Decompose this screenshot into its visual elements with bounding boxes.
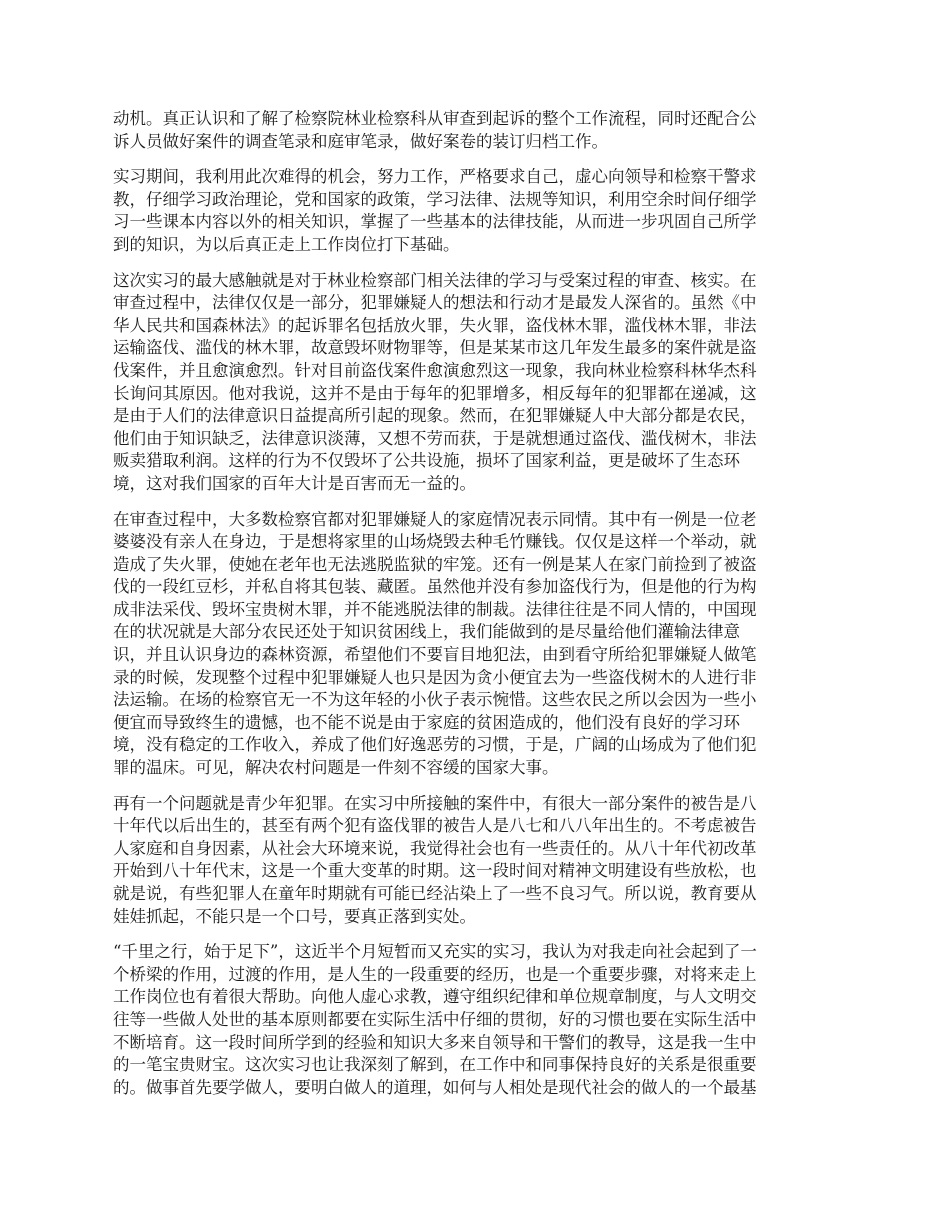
- document-body: [113, 108, 841, 1112]
- paragraph-3: 这次实习的最大感触就是对于林业检察部门相关法律的学习与受案过程的审查、核实。在 审查过程中，法律仅仅是一部分，犯罪嫌疑人的想法和行动才是最发人深省的。虽然《中 华人民共和国森林法》的起诉罪名包括放火罪，失火罪，盗伐林木罪，滥伐林木罪，非法 运输盗伐、滥伐的林木罪，故意毁坏财物罪等，但是某某市这几年发生最多的案件就是盗 伐案件，并且愈演愈烈。针对目前盗伐案件愈演愈烈这一现象，我向林业检察科林华杰科 长询问其原因。他对我说，这并不是由于每年的犯罪增多，相反每年的犯罪都在递减，这 是由于人们的法律意识日益提高所引起的现象。然而，在犯罪嫌疑人中大部分都是农民， 他们由于知识缺乏，法律意识淡薄，又想不劳而获，于是就想通过盗伐、滥伐树木，非法 贩卖猎取利润。这样的行为不仅毁坏了公共设施，损坏了国家利益，更是破坏了生态环 境，这对我们国家的百年大计是百害而无一益的。: [113, 270, 757, 493]
- paragraph-1: 动机。真正认识和了解了检察院林业检察科从审查到起诉的整个工作流程，同时还配合公 诉人员做好案件的调查笔录和庭审笔录，做好案卷的装订归档工作。: [113, 109, 757, 151]
- paragraph-5: 再有一个问题就是青少年犯罪。在实习中所接触的案件中，有很大一部分案件的被告是八 十年代以后出生的，甚至有两个犯有盗伐罪的被告人是八七和八八年出生的。不考虑被告 人家庭和自身因素，从社会大环境来说，我觉得社会也有一些责任的。从八十年代初改革 开始到八十年代末，这是一个重大变革的时期。这一段时间对精神文明建设有些放松，也 就是说，有些犯罪人在童年时期就有可能已经沾染上了一些不良习气。所以说，教育要从 娃娃抓起，不能只是一个口号，要真正落到实处。: [113, 793, 757, 926]
- paragraph-6: “千里之行，始于足下”，这近半个月短暂而又充实的实习，我认为对我走向社会起到了一 个桥梁的作用，过渡的作用，是人生的一段重要的经历，也是一个重要步骤，对将来走上 工作岗位也有着很大帮助。向他人虚心求教，遵守组织纪律和单位规章制度，与人文明交 往等一些做人处世的基本原则都要在实际生活中仔细的贯彻，好的习惯也要在实际生活中 不断培育。这一段时间所学到的经验和知识大多来自领导和干警们的教导，这是我一生中 的一笔宝贵财宝。这次实习也让我深刻了解到，在工作中和同事保持良好的关系是很重要 的。做事首先要学做人，要明白做人的道理，如何与人相处是现代社会的做人的一个最基: [113, 942, 757, 1097]
- paragraph-4: 在审查过程中，大多数检察官都对犯罪嫌疑人的家庭情况表示同情。其中有一例是一位老 婆婆没有亲人在身边，于是想将家里的山场烧毁去种毛竹赚钱。仅仅是这样一个举动，就 造成了失火罪，使她在老年也无法逃脱监狱的牢笼。还有一例是某人在家门前捡到了被盗 伐的一段红豆杉，并私自将其包装、藏匿。虽然他并没有参加盗伐行为，但是他的行为构 成非法采伐、毁坏宝贵树木罪，并不能逃脱法律的制裁。法律往往是不同人情的，中国现 在的状况就是大部分农民还处于知识贫困线上，我们能做到的是尽量给他们灌输法律意 识，并且认识身边的森林资源，希望他们不要盲目地犯法，由到看守所给犯罪嫌疑人做笔 录的时候，发现整个过程中犯罪嫌疑人也只是因为贪小便宜去为一些盗伐树木的人进行非 法运输。在场的检察官无一不为这年轻的小伙子表示惋惜。这些农民之所以会因为一些小 便宜而导致终生的遗憾，也不能不说是由于家庭的贫困造成的，他们没有良好的学习环 境，没有稳定的工作收入，养成了他们好逸恶劳的习惯，于是，广阔的山场成为了他们犯 罪的温床。可见，解决农村问题是一件刻不容缓的国家大事。: [113, 509, 757, 778]
- paragraph-2: 实习期间，我利用此次难得的机会，努力工作，严格要求自己，虚心向领导和检察干警求 教，仔细学习政治理论，党和国家的政策，学习法律、法规等知识，利用空余时间仔细学 习一些课本内容以外的相关知识，掌握了一些基本的法律技能，从而进一步巩固自己所学 到的知识，为以后真正走上工作岗位打下基础。: [113, 167, 757, 254]
